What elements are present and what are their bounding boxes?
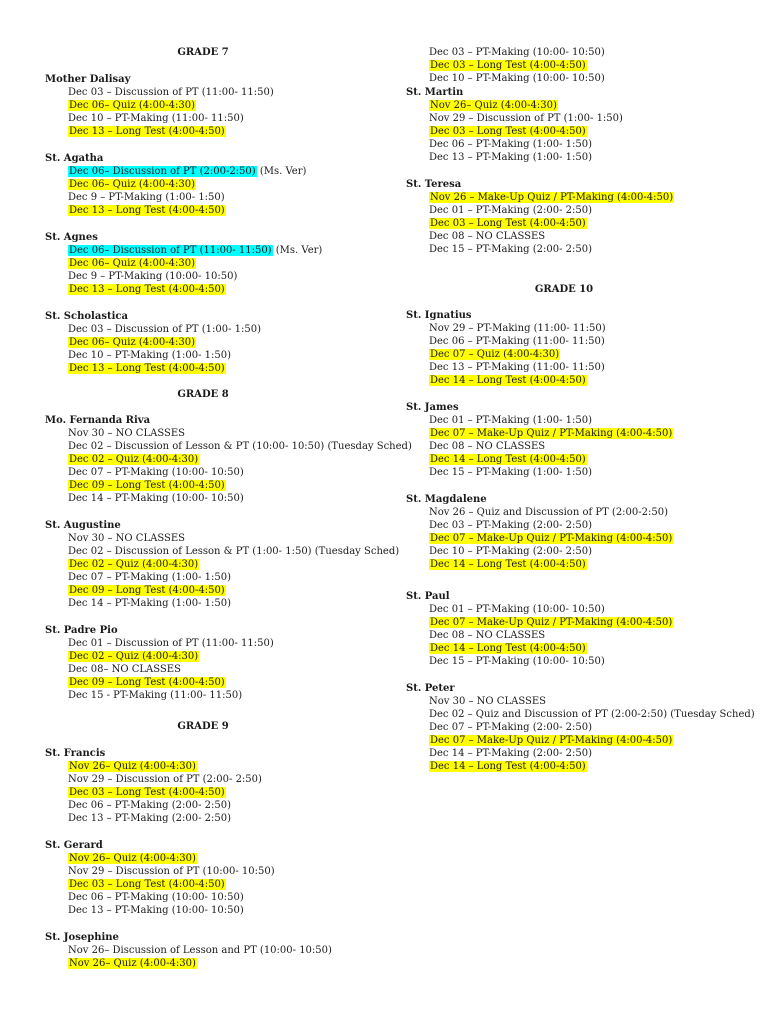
schedule-entry bbox=[68, 86, 274, 99]
entry-text: Dec 08 – NO CLASSES bbox=[429, 441, 546, 452]
schedule-entry bbox=[429, 204, 592, 217]
highlighted-entry-text: Nov 26 – Make-Up Quiz / PT-Making (4:00-4:50) bbox=[430, 192, 674, 203]
highlighted-entry-text: Dec 09 – Long Test (4:00-4:50) bbox=[69, 480, 225, 491]
schedule-entry bbox=[429, 760, 587, 773]
entry-text: Dec 15 – PT-Making (1:00- 1:50) bbox=[429, 467, 593, 478]
entry-text: Nov 29 – Discussion of PT (10:00- 10:50) bbox=[68, 866, 275, 877]
entry-text: Dec 06 – PT-Making (2:00- 2:50) bbox=[68, 800, 232, 811]
highlighted-entry-text: Dec 06– Quiz (4:00-4:30) bbox=[69, 337, 195, 348]
schedule-entry bbox=[429, 721, 592, 734]
entry-text: Nov 29 – PT-Making (11:00- 11:50) bbox=[429, 323, 606, 334]
entry-text: Dec 15 - PT-Making (11:00- 11:50) bbox=[68, 690, 243, 701]
schedule-entry bbox=[429, 747, 592, 760]
schedule-entry bbox=[68, 453, 199, 466]
schedule-entry bbox=[68, 165, 306, 178]
schedule-entry bbox=[429, 440, 545, 453]
schedule-entry bbox=[429, 708, 755, 721]
highlighted-entry-text: Dec 14 – Long Test (4:00-4:50) bbox=[430, 375, 586, 386]
highlighted-entry-text: Dec 07 – Make-Up Quiz / PT-Making (4:00-4:50) bbox=[430, 735, 673, 746]
highlighted-entry-text: Nov 26– Quiz (4:00-4:30) bbox=[69, 761, 196, 772]
schedule-entry bbox=[429, 59, 587, 72]
schedule-entry bbox=[68, 479, 226, 492]
schedule-entry bbox=[429, 151, 592, 164]
highlighted-entry-text: Dec 03 – Long Test (4:00-4:50) bbox=[430, 218, 586, 229]
schedule-entry bbox=[68, 584, 226, 597]
grade-heading: GRADE 10 bbox=[534, 284, 594, 295]
schedule-entry bbox=[429, 99, 558, 112]
entry-text: Dec 01 – Discussion of PT (11:00- 11:50) bbox=[68, 638, 274, 649]
schedule-entry bbox=[68, 466, 244, 479]
highlighted-entry-text: Dec 06– Quiz (4:00-4:30) bbox=[69, 100, 195, 111]
schedule-entry bbox=[68, 812, 231, 825]
schedule-entry bbox=[429, 506, 668, 519]
schedule-entry bbox=[68, 257, 196, 270]
schedule-entry bbox=[429, 642, 587, 655]
schedule-entry bbox=[429, 545, 592, 558]
schedule-entry bbox=[68, 427, 185, 440]
highlighted-entry-text: Dec 07 – Quiz (4:00-4:30) bbox=[430, 349, 560, 360]
entry-text: Dec 01 – PT-Making (1:00- 1:50) bbox=[429, 415, 593, 426]
entry-text: Dec 15 – PT-Making (2:00- 2:50) bbox=[429, 244, 593, 255]
entry-text: Nov 29 – Discussion of PT (1:00- 1:50) bbox=[429, 113, 623, 124]
schedule-entry bbox=[68, 492, 244, 505]
entry-text: Dec 07 – PT-Making (2:00- 2:50) bbox=[429, 722, 593, 733]
schedule-entry bbox=[68, 637, 274, 650]
schedule-entry bbox=[429, 335, 605, 348]
schedule-entry bbox=[429, 603, 605, 616]
section-st-martin: St. Martin bbox=[406, 87, 464, 98]
schedule-entry bbox=[429, 558, 587, 571]
entry-text: Dec 06 – PT-Making (11:00- 11:50) bbox=[429, 336, 605, 347]
schedule-entry bbox=[68, 283, 226, 296]
schedule-entry bbox=[68, 760, 197, 773]
schedule-entry bbox=[68, 336, 196, 349]
section-st-josephine: St. Josephine bbox=[45, 932, 119, 943]
schedule-entry bbox=[68, 362, 226, 375]
schedule-entry bbox=[68, 904, 244, 917]
section-st-agatha: St. Agatha bbox=[45, 153, 104, 164]
schedule-entry bbox=[68, 112, 244, 125]
highlighted-entry-text: Dec 06– Quiz (4:00-4:30) bbox=[69, 258, 195, 269]
entry-text: Dec 03 – Discussion of PT (1:00- 1:50) bbox=[68, 324, 262, 335]
entry-text: Dec 13 – PT-Making (11:00- 11:50) bbox=[429, 362, 605, 373]
schedule-entry bbox=[429, 519, 592, 532]
schedule-entry bbox=[429, 322, 606, 335]
schedule-entry bbox=[68, 878, 226, 891]
schedule-entry bbox=[68, 865, 275, 878]
entry-text: Dec 03 – Discussion of PT (11:00- 11:50) bbox=[68, 87, 274, 98]
schedule-entry bbox=[68, 676, 226, 689]
entry-text: Dec 14 – PT-Making (1:00- 1:50) bbox=[68, 598, 232, 609]
schedule-entry bbox=[429, 217, 587, 230]
highlighted-entry-text: Dec 09 – Long Test (4:00-4:50) bbox=[69, 585, 225, 596]
schedule-entry bbox=[68, 191, 225, 204]
section-st-francis: St. Francis bbox=[45, 748, 106, 759]
highlighted-entry-text: Dec 03 – Long Test (4:00-4:50) bbox=[430, 126, 586, 137]
section-st-magdalene: St. Magdalene bbox=[406, 494, 487, 505]
entry-text: Nov 26 – Quiz and Discussion of PT (2:00-2:50) bbox=[429, 507, 669, 518]
entry-note: (Ms. Ver) bbox=[272, 245, 323, 256]
section-st-scholastica: St. Scholastica bbox=[45, 311, 128, 322]
section-st-agnes: St. Agnes bbox=[45, 232, 98, 243]
schedule-entry bbox=[68, 689, 242, 702]
highlighted-entry-text: Nov 26– Quiz (4:00-4:30) bbox=[430, 100, 557, 111]
schedule-entry bbox=[68, 957, 197, 970]
schedule-entry bbox=[429, 414, 592, 427]
entry-text: Dec 08 – NO CLASSES bbox=[429, 231, 546, 242]
schedule-entry bbox=[429, 466, 592, 479]
highlighted-entry-text: Dec 14 – Long Test (4:00-4:50) bbox=[430, 454, 586, 465]
schedule-entry bbox=[429, 655, 605, 668]
schedule-entry bbox=[68, 125, 226, 138]
entry-text: Dec 06 – PT-Making (1:00- 1:50) bbox=[429, 139, 593, 150]
schedule-entry bbox=[429, 230, 545, 243]
schedule-entry bbox=[68, 178, 196, 191]
highlighted-entry-text: Dec 07 – Make-Up Quiz / PT-Making (4:00-4:50) bbox=[430, 617, 673, 628]
entry-text: Dec 9 – PT-Making (1:00- 1:50) bbox=[68, 192, 225, 203]
schedule-entry bbox=[68, 244, 322, 257]
schedule-entry bbox=[429, 125, 587, 138]
schedule-entry bbox=[68, 99, 196, 112]
entry-text: Dec 10 – PT-Making (11:00- 11:50) bbox=[68, 113, 244, 124]
highlighted-entry-text: Dec 13 – Long Test (4:00-4:50) bbox=[69, 284, 225, 295]
schedule-entry bbox=[68, 891, 244, 904]
schedule-entry bbox=[429, 532, 673, 545]
entry-text: Dec 02 – Discussion of Lesson & PT (10:00- 10:50) (Tuesday Sched) bbox=[68, 441, 412, 452]
schedule-entry bbox=[429, 616, 673, 629]
schedule-entry bbox=[429, 361, 605, 374]
entry-text: Dec 03 – PT-Making (2:00- 2:50) bbox=[429, 520, 593, 531]
entry-text: Dec 14 – PT-Making (10:00- 10:50) bbox=[68, 493, 244, 504]
highlighted-entry-text: Dec 06– Quiz (4:00-4:30) bbox=[69, 179, 195, 190]
entry-text: Dec 01 – PT-Making (2:00- 2:50) bbox=[429, 205, 593, 216]
schedule-entry bbox=[68, 349, 231, 362]
entry-text: Dec 13 – PT-Making (1:00- 1:50) bbox=[429, 152, 593, 163]
grade-heading: GRADE 8 bbox=[177, 389, 229, 400]
entry-note: (Ms. Ver) bbox=[256, 166, 307, 177]
highlighted-entry-text: Dec 09 – Long Test (4:00-4:50) bbox=[69, 677, 225, 688]
grade-heading: GRADE 7 bbox=[177, 47, 229, 58]
entry-text: Dec 08– NO CLASSES bbox=[68, 664, 181, 675]
section-st-augustine: St. Augustine bbox=[45, 520, 121, 531]
schedule-entry bbox=[68, 852, 197, 865]
section-st-james: St. James bbox=[406, 402, 459, 413]
entry-text: Nov 30 – NO CLASSES bbox=[429, 696, 546, 707]
schedule-entry bbox=[429, 734, 673, 747]
schedule-entry bbox=[68, 944, 332, 957]
entry-text: Dec 13 – PT-Making (10:00- 10:50) bbox=[68, 905, 244, 916]
entry-text: Dec 14 – PT-Making (2:00- 2:50) bbox=[429, 748, 593, 759]
highlighted-entry-text: Dec 06– Discussion of PT (2:00-2:50) bbox=[69, 166, 256, 177]
schedule-entry bbox=[429, 374, 587, 387]
schedule-entry bbox=[429, 427, 673, 440]
entry-text: Dec 08 – NO CLASSES bbox=[429, 630, 546, 641]
schedule-entry bbox=[429, 348, 560, 361]
highlighted-entry-text: Dec 02 – Quiz (4:00-4:30) bbox=[69, 651, 199, 662]
highlighted-entry-text: Nov 26– Quiz (4:00-4:30) bbox=[69, 853, 196, 864]
schedule-entry bbox=[429, 46, 605, 59]
section-st-padre-pio: St. Padre Pio bbox=[45, 625, 118, 636]
section-mother-dalisay: Mother Dalisay bbox=[45, 74, 131, 85]
entry-text: Dec 03 – PT-Making (10:00- 10:50) bbox=[429, 47, 605, 58]
entry-text: Dec 07 – PT-Making (10:00- 10:50) bbox=[68, 467, 244, 478]
highlighted-entry-text: Dec 02 – Quiz (4:00-4:30) bbox=[69, 559, 199, 570]
entry-text: Dec 10 – PT-Making (1:00- 1:50) bbox=[68, 350, 232, 361]
entry-text: Nov 30 – NO CLASSES bbox=[68, 533, 185, 544]
highlighted-entry-text: Dec 03 – Long Test (4:00-4:50) bbox=[69, 787, 225, 798]
entry-text: Dec 06 – PT-Making (10:00- 10:50) bbox=[68, 892, 244, 903]
highlighted-entry-text: Dec 07 – Make-Up Quiz / PT-Making (4:00-4:50) bbox=[430, 428, 673, 439]
highlighted-entry-text: Dec 14 – Long Test (4:00-4:50) bbox=[430, 643, 586, 654]
schedule-entry bbox=[68, 440, 412, 453]
highlighted-entry-text: Dec 06– Discussion of PT (11:00- 11:50) bbox=[69, 245, 272, 256]
schedule-entry bbox=[429, 695, 546, 708]
highlighted-entry-text: Dec 13 – Long Test (4:00-4:50) bbox=[69, 205, 225, 216]
highlighted-entry-text: Dec 14 – Long Test (4:00-4:50) bbox=[430, 559, 586, 570]
entry-text: Dec 10 – PT-Making (10:00- 10:50) bbox=[429, 73, 605, 84]
section-st-gerard: St. Gerard bbox=[45, 840, 103, 851]
entry-text: Nov 26– Discussion of Lesson and PT (10:00- 10:50) bbox=[68, 945, 332, 956]
entry-text: Nov 30 – NO CLASSES bbox=[68, 428, 185, 439]
section-st-ignatius: St. Ignatius bbox=[406, 310, 472, 321]
grade-heading: GRADE 9 bbox=[177, 721, 229, 732]
highlighted-entry-text: Dec 13 – Long Test (4:00-4:50) bbox=[69, 126, 225, 137]
entry-text: Dec 13 – PT-Making (2:00- 2:50) bbox=[68, 813, 232, 824]
entry-text: Dec 01 – PT-Making (10:00- 10:50) bbox=[429, 604, 605, 615]
entry-text: Dec 10 – PT-Making (2:00- 2:50) bbox=[429, 546, 593, 557]
section-st-paul: St. Paul bbox=[406, 591, 450, 602]
entry-text: Dec 15 – PT-Making (10:00- 10:50) bbox=[429, 656, 605, 667]
schedule-entry bbox=[68, 571, 231, 584]
schedule-entry bbox=[68, 323, 261, 336]
schedule-entry bbox=[68, 663, 181, 676]
section-st-teresa: St. Teresa bbox=[406, 179, 462, 190]
schedule-entry bbox=[429, 453, 587, 466]
highlighted-entry-text: Dec 03 – Long Test (4:00-4:50) bbox=[430, 60, 586, 71]
schedule-entry bbox=[68, 270, 237, 283]
schedule-entry bbox=[429, 112, 623, 125]
schedule-entry bbox=[68, 545, 399, 558]
schedule-entry bbox=[68, 597, 231, 610]
schedule-entry bbox=[68, 204, 226, 217]
schedule-entry bbox=[429, 243, 592, 256]
schedule-entry bbox=[429, 72, 605, 85]
schedule-entry bbox=[68, 799, 231, 812]
highlighted-entry-text: Nov 26– Quiz (4:00-4:30) bbox=[69, 958, 196, 969]
section-mo-fernanda-riva: Mo. Fernanda Riva bbox=[45, 415, 151, 426]
entry-text: Dec 9 – PT-Making (10:00- 10:50) bbox=[68, 271, 238, 282]
highlighted-entry-text: Dec 03 – Long Test (4:00-4:50) bbox=[69, 879, 225, 890]
schedule-entry bbox=[68, 773, 262, 786]
highlighted-entry-text: Dec 07 – Make-Up Quiz / PT-Making (4:00-4:50) bbox=[430, 533, 673, 544]
schedule-entry bbox=[429, 138, 592, 151]
highlighted-entry-text: Dec 02 – Quiz (4:00-4:30) bbox=[69, 454, 199, 465]
highlighted-entry-text: Dec 14 – Long Test (4:00-4:50) bbox=[430, 761, 586, 772]
schedule-entry bbox=[429, 191, 674, 204]
entry-text: Dec 02 – Quiz and Discussion of PT (2:00-2:50) (Tuesday Sched) bbox=[429, 709, 755, 720]
highlighted-entry-text: Dec 13 – Long Test (4:00-4:50) bbox=[69, 363, 225, 374]
schedule-entry bbox=[429, 629, 545, 642]
schedule-entry bbox=[68, 650, 199, 663]
section-st-peter: St. Peter bbox=[406, 683, 455, 694]
schedule-entry bbox=[68, 532, 185, 545]
schedule-entry bbox=[68, 786, 226, 799]
entry-text: Dec 07 – PT-Making (1:00- 1:50) bbox=[68, 572, 232, 583]
entry-text: Nov 29 – Discussion of PT (2:00- 2:50) bbox=[68, 774, 262, 785]
schedule-entry bbox=[68, 558, 199, 571]
entry-text: Dec 02 – Discussion of Lesson & PT (1:00- 1:50) (Tuesday Sched) bbox=[68, 546, 400, 557]
